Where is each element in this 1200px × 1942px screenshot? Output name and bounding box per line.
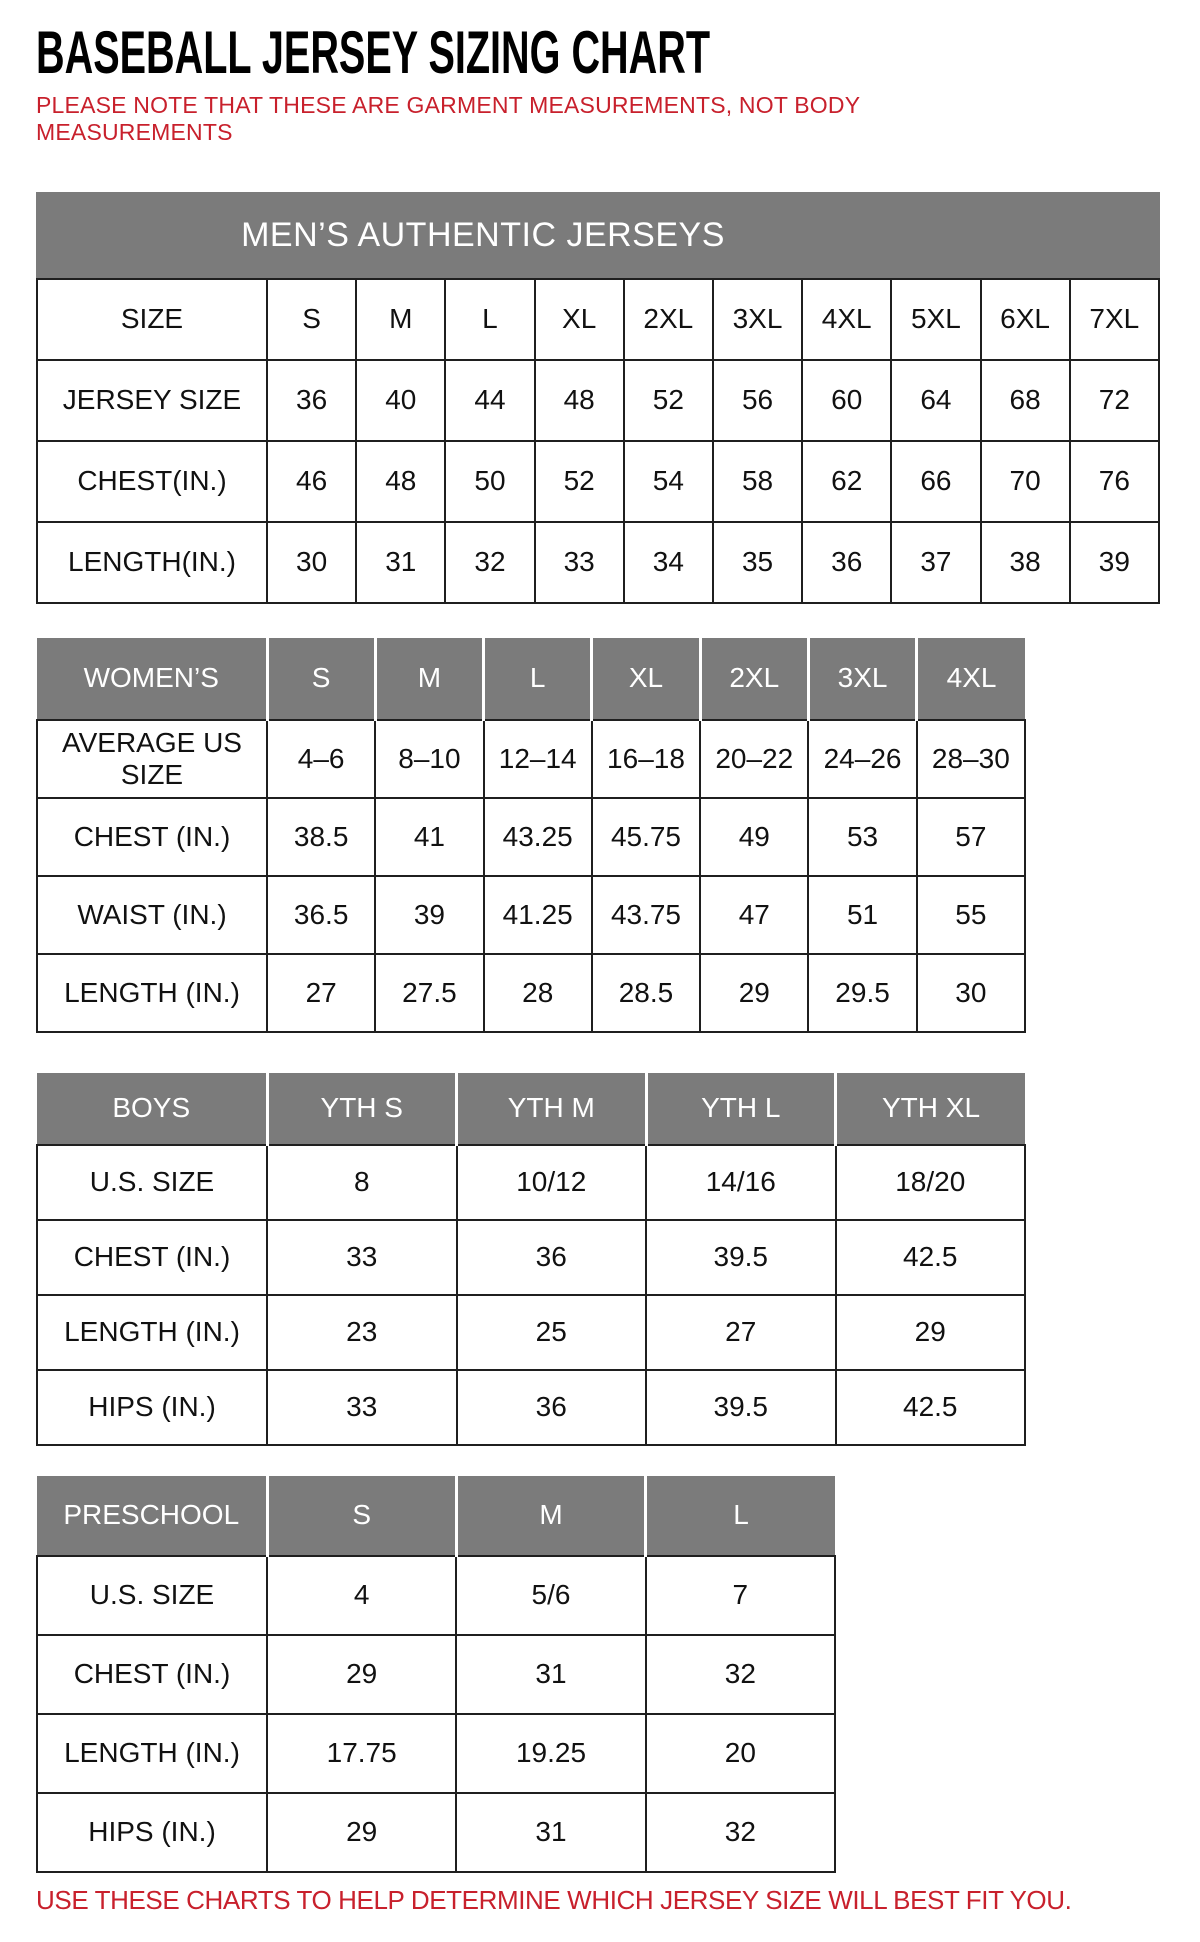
value-cell: 27.5 bbox=[375, 954, 483, 1032]
table-row bbox=[37, 522, 1159, 603]
value-cell: 7 bbox=[646, 1556, 835, 1635]
row-label: U.S. SIZE bbox=[37, 1145, 267, 1220]
value-cell: 51 bbox=[808, 876, 916, 954]
table-header-row bbox=[37, 1073, 1025, 1145]
page-title bbox=[36, 19, 1164, 86]
value-cell: 32 bbox=[646, 1635, 835, 1714]
value-cell: 45.75 bbox=[592, 798, 700, 876]
value-cell: 3XL bbox=[713, 279, 802, 360]
value-cell: 4–6 bbox=[267, 720, 375, 798]
value-cell: 52 bbox=[624, 360, 713, 441]
value-cell: 36 bbox=[457, 1220, 647, 1295]
column-header-cell: 4XL bbox=[917, 638, 1025, 720]
value-cell: 36 bbox=[457, 1370, 647, 1445]
row-label: WAIST (IN.) bbox=[37, 876, 267, 954]
value-cell: 23 bbox=[267, 1295, 457, 1370]
column-header-cell: YTH M bbox=[457, 1073, 647, 1145]
womens-sizing-table bbox=[36, 638, 1026, 1033]
value-cell: S bbox=[267, 279, 356, 360]
value-cell: 33 bbox=[267, 1220, 457, 1295]
table-header-label: PRESCHOOL bbox=[37, 1476, 267, 1556]
value-cell: 46 bbox=[267, 441, 356, 522]
row-label: HIPS (IN.) bbox=[37, 1793, 267, 1872]
value-cell: L bbox=[445, 279, 534, 360]
table-row bbox=[37, 1145, 1025, 1220]
boys-sizing-table bbox=[36, 1073, 1026, 1446]
row-label: CHEST (IN.) bbox=[37, 1635, 267, 1714]
value-cell: 44 bbox=[445, 360, 534, 441]
table-row bbox=[37, 1635, 835, 1714]
row-label: LENGTH (IN.) bbox=[37, 1295, 267, 1370]
table-header-label: BOYS bbox=[37, 1073, 267, 1145]
page-title-text: BASEBALL JERSEY SIZING CHART bbox=[36, 19, 711, 86]
value-cell: 29 bbox=[700, 954, 808, 1032]
table-row bbox=[37, 360, 1159, 441]
value-cell: 31 bbox=[456, 1793, 645, 1872]
value-cell: 43.75 bbox=[592, 876, 700, 954]
value-cell: 4XL bbox=[802, 279, 891, 360]
value-cell: 12–14 bbox=[484, 720, 592, 798]
value-cell: 31 bbox=[456, 1635, 645, 1714]
value-cell: 5XL bbox=[891, 279, 980, 360]
value-cell: 5/6 bbox=[456, 1556, 645, 1635]
row-label: CHEST(IN.) bbox=[37, 441, 267, 522]
value-cell: 42.5 bbox=[836, 1220, 1026, 1295]
table-row bbox=[37, 1370, 1025, 1445]
value-cell: 68 bbox=[981, 360, 1070, 441]
value-cell: 39.5 bbox=[646, 1220, 836, 1295]
value-cell: 36 bbox=[267, 360, 356, 441]
value-cell: 17.75 bbox=[267, 1714, 456, 1793]
row-label: LENGTH(IN.) bbox=[37, 522, 267, 603]
column-header-cell: L bbox=[646, 1476, 835, 1556]
mens-sizing-table bbox=[36, 278, 1160, 604]
value-cell: 29 bbox=[267, 1793, 456, 1872]
value-cell: 50 bbox=[445, 441, 534, 522]
value-cell: 28–30 bbox=[917, 720, 1025, 798]
table-header-row bbox=[37, 638, 1025, 720]
table-row bbox=[37, 954, 1025, 1032]
value-cell: 70 bbox=[981, 441, 1070, 522]
value-cell: XL bbox=[535, 279, 624, 360]
value-cell: 56 bbox=[713, 360, 802, 441]
value-cell: 57 bbox=[917, 798, 1025, 876]
value-cell: 28 bbox=[484, 954, 592, 1032]
column-header-cell: M bbox=[375, 638, 483, 720]
value-cell: 43.25 bbox=[484, 798, 592, 876]
value-cell: 6XL bbox=[981, 279, 1070, 360]
value-cell: 36 bbox=[802, 522, 891, 603]
value-cell: 39 bbox=[375, 876, 483, 954]
footer-note: USE THESE CHARTS TO HELP DETERMINE WHICH JERSEY SIZE WILL BEST FIT YOU. bbox=[36, 1885, 1072, 1915]
value-cell: 60 bbox=[802, 360, 891, 441]
value-cell: 42.5 bbox=[836, 1370, 1026, 1445]
value-cell: M bbox=[356, 279, 445, 360]
value-cell: 38.5 bbox=[267, 798, 375, 876]
value-cell: 8 bbox=[267, 1145, 457, 1220]
value-cell: 72 bbox=[1070, 360, 1159, 441]
value-cell: 62 bbox=[802, 441, 891, 522]
table-row bbox=[37, 279, 1159, 360]
table-row bbox=[37, 1295, 1025, 1370]
value-cell: 33 bbox=[535, 522, 624, 603]
garment-measurement-note: PLEASE NOTE THAT THESE ARE GARMENT MEASUREMENTS, NOT BODY MEASUREMENTS bbox=[36, 92, 860, 145]
mens-section bbox=[36, 192, 1164, 604]
value-cell: 29 bbox=[836, 1295, 1026, 1370]
row-label: JERSEY SIZE bbox=[37, 360, 267, 441]
value-cell: 16–18 bbox=[592, 720, 700, 798]
value-cell: 4 bbox=[267, 1556, 456, 1635]
table-row bbox=[37, 1714, 835, 1793]
value-cell: 54 bbox=[624, 441, 713, 522]
value-cell: 55 bbox=[917, 876, 1025, 954]
value-cell: 41 bbox=[375, 798, 483, 876]
value-cell: 40 bbox=[356, 360, 445, 441]
column-header-cell: L bbox=[484, 638, 592, 720]
row-label: U.S. SIZE bbox=[37, 1556, 267, 1635]
row-label: LENGTH (IN.) bbox=[37, 1714, 267, 1793]
value-cell: 48 bbox=[356, 441, 445, 522]
column-header-cell: 3XL bbox=[808, 638, 916, 720]
value-cell: 35 bbox=[713, 522, 802, 603]
row-label: HIPS (IN.) bbox=[37, 1370, 267, 1445]
value-cell: 10/12 bbox=[457, 1145, 647, 1220]
column-header-cell: XL bbox=[592, 638, 700, 720]
column-header-cell: M bbox=[456, 1476, 645, 1556]
column-header-cell: YTH L bbox=[646, 1073, 836, 1145]
value-cell: 36.5 bbox=[267, 876, 375, 954]
preschool-section bbox=[36, 1476, 1164, 1873]
row-label: AVERAGE US SIZE bbox=[37, 720, 267, 798]
value-cell: 27 bbox=[646, 1295, 836, 1370]
mens-table-banner: MEN’S AUTHENTIC JERSEYS bbox=[36, 192, 1160, 278]
value-cell: 20 bbox=[646, 1714, 835, 1793]
value-cell: 28.5 bbox=[592, 954, 700, 1032]
table-row bbox=[37, 1556, 835, 1635]
value-cell: 30 bbox=[917, 954, 1025, 1032]
value-cell: 7XL bbox=[1070, 279, 1159, 360]
value-cell: 58 bbox=[713, 441, 802, 522]
value-cell: 34 bbox=[624, 522, 713, 603]
value-cell: 64 bbox=[891, 360, 980, 441]
table-header-label: WOMEN’S bbox=[37, 638, 267, 720]
value-cell: 18/20 bbox=[836, 1145, 1026, 1220]
table-row bbox=[37, 720, 1025, 798]
value-cell: 30 bbox=[267, 522, 356, 603]
value-cell: 66 bbox=[891, 441, 980, 522]
row-label: LENGTH (IN.) bbox=[37, 954, 267, 1032]
table-row bbox=[37, 1220, 1025, 1295]
value-cell: 29 bbox=[267, 1635, 456, 1714]
value-cell: 20–22 bbox=[700, 720, 808, 798]
row-label: SIZE bbox=[37, 279, 267, 360]
value-cell: 49 bbox=[700, 798, 808, 876]
value-cell: 41.25 bbox=[484, 876, 592, 954]
value-cell: 24–26 bbox=[808, 720, 916, 798]
value-cell: 47 bbox=[700, 876, 808, 954]
value-cell: 2XL bbox=[624, 279, 713, 360]
value-cell: 14/16 bbox=[646, 1145, 836, 1220]
value-cell: 39 bbox=[1070, 522, 1159, 603]
womens-section bbox=[36, 638, 1164, 1033]
row-label: CHEST (IN.) bbox=[37, 1220, 267, 1295]
column-header-cell: YTH XL bbox=[836, 1073, 1026, 1145]
table-row bbox=[37, 1793, 835, 1872]
value-cell: 33 bbox=[267, 1370, 457, 1445]
value-cell: 27 bbox=[267, 954, 375, 1032]
preschool-sizing-table bbox=[36, 1476, 836, 1873]
column-header-cell: S bbox=[267, 1476, 456, 1556]
value-cell: 25 bbox=[457, 1295, 647, 1370]
value-cell: 29.5 bbox=[808, 954, 916, 1032]
value-cell: 19.25 bbox=[456, 1714, 645, 1793]
column-header-cell: S bbox=[267, 638, 375, 720]
value-cell: 76 bbox=[1070, 441, 1159, 522]
table-row bbox=[37, 798, 1025, 876]
boys-section bbox=[36, 1073, 1164, 1446]
row-label: CHEST (IN.) bbox=[37, 798, 267, 876]
value-cell: 53 bbox=[808, 798, 916, 876]
table-header-row bbox=[37, 1476, 835, 1556]
column-header-cell: YTH S bbox=[267, 1073, 457, 1145]
table-row bbox=[37, 876, 1025, 954]
value-cell: 31 bbox=[356, 522, 445, 603]
value-cell: 48 bbox=[535, 360, 624, 441]
value-cell: 37 bbox=[891, 522, 980, 603]
value-cell: 52 bbox=[535, 441, 624, 522]
column-header-cell: 2XL bbox=[700, 638, 808, 720]
table-row bbox=[37, 441, 1159, 522]
value-cell: 8–10 bbox=[375, 720, 483, 798]
value-cell: 32 bbox=[445, 522, 534, 603]
value-cell: 38 bbox=[981, 522, 1070, 603]
value-cell: 39.5 bbox=[646, 1370, 836, 1445]
value-cell: 32 bbox=[646, 1793, 835, 1872]
